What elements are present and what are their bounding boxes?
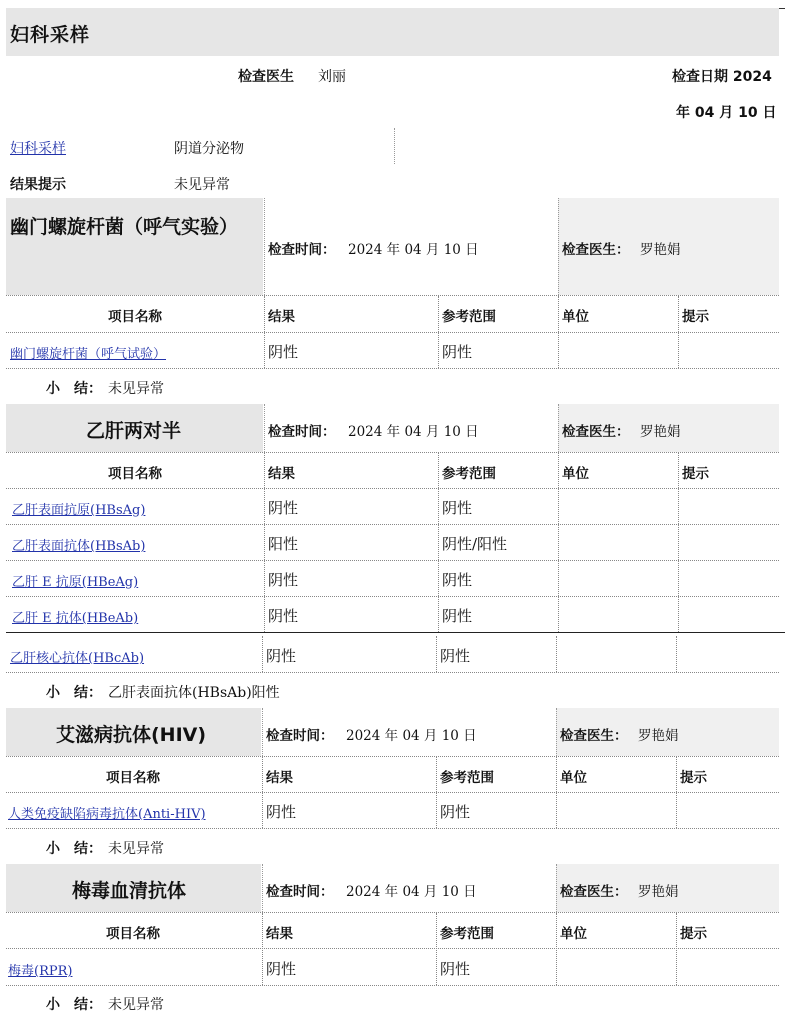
col-unit: 单位 bbox=[562, 466, 589, 482]
doctor-label: 检查医生： bbox=[560, 884, 628, 900]
doctor-label: 检查医生： bbox=[560, 728, 628, 744]
col-name: 项目名称 bbox=[108, 466, 162, 482]
doctor-value: 罗艳娟 bbox=[638, 884, 679, 900]
col-ref: 参考范围 bbox=[440, 770, 494, 786]
table-row-name[interactable]: 人类免疫缺陷病毒抗体(Anti-HIV) bbox=[8, 807, 206, 822]
doctor-value: 罗艳娟 bbox=[640, 242, 681, 258]
table-row-result: 阴性 bbox=[268, 499, 299, 517]
section-title: 幽门螺旋杆菌（呼气实验） bbox=[10, 216, 239, 238]
table-row-result: 阳性 bbox=[268, 535, 299, 553]
summary-value: 未见异常 bbox=[108, 997, 164, 1013]
time-label: 检查时间： bbox=[266, 884, 334, 900]
report-title: 妇科采样 bbox=[10, 24, 91, 46]
col-hint: 提示 bbox=[682, 466, 709, 482]
time-label: 检查时间： bbox=[268, 424, 336, 440]
divider bbox=[394, 128, 395, 164]
table-row-name[interactable]: 乙肝 E 抗体(HBeAb) bbox=[12, 611, 139, 626]
specimen-value: 阴道分泌物 bbox=[174, 141, 244, 157]
time-label: 检查时间： bbox=[268, 242, 336, 258]
table-row-result: 阴性 bbox=[268, 343, 299, 361]
summary-value: 未见异常 bbox=[108, 381, 164, 397]
col-result: 结果 bbox=[266, 926, 293, 942]
gynecology-link[interactable]: 妇科采样 bbox=[10, 141, 66, 157]
col-ref: 参考范围 bbox=[440, 926, 494, 942]
col-unit: 单位 bbox=[562, 309, 589, 325]
col-result: 结果 bbox=[268, 466, 295, 482]
result-label: 结果提示 bbox=[10, 177, 66, 193]
time-value: 2024 年 04 月 10 日 bbox=[346, 728, 477, 744]
col-name: 项目名称 bbox=[108, 309, 162, 325]
doctor-name: 刘丽 bbox=[318, 69, 346, 85]
time-label: 检查时间： bbox=[266, 728, 334, 744]
col-hint: 提示 bbox=[680, 770, 707, 786]
table-row-ref: 阴性 bbox=[440, 647, 471, 665]
corner-mark bbox=[779, 8, 785, 9]
table-row-result: 阴性 bbox=[266, 803, 297, 821]
time-value: 2024 年 04 月 10 日 bbox=[348, 242, 479, 258]
summary-label: 小 结： bbox=[46, 841, 102, 857]
summary-label: 小 结： bbox=[46, 685, 102, 701]
table-row-ref: 阴性 bbox=[440, 803, 471, 821]
table-row-ref: 阴性 bbox=[442, 499, 473, 517]
doctor-label: 检查医生： bbox=[562, 424, 630, 440]
table-row-name[interactable]: 梅毒(RPR) bbox=[8, 964, 73, 979]
table-row-name[interactable]: 乙肝表面抗原(HBsAg) bbox=[12, 503, 146, 518]
doctor-value: 罗艳娟 bbox=[640, 424, 681, 440]
time-value: 2024 年 04 月 10 日 bbox=[348, 424, 479, 440]
col-name: 项目名称 bbox=[106, 770, 160, 786]
table-row-result: 阴性 bbox=[266, 647, 297, 665]
table-row-name[interactable]: 幽门螺旋杆菌（呼气试验） bbox=[10, 347, 167, 362]
report-title-bar bbox=[6, 8, 779, 56]
table-row-name[interactable]: 乙肝表面抗体(HBsAb) bbox=[12, 539, 146, 554]
table-row-ref: 阴性 bbox=[442, 343, 473, 361]
table-row-ref: 阴性/阳性 bbox=[442, 535, 508, 553]
col-ref: 参考范围 bbox=[442, 309, 496, 325]
col-hint: 提示 bbox=[680, 926, 707, 942]
col-hint: 提示 bbox=[682, 309, 709, 325]
doctor-label: 检查医生 bbox=[238, 69, 294, 85]
table-row-ref: 阴性 bbox=[442, 607, 473, 625]
section-title: 梅毒血清抗体 bbox=[72, 880, 187, 902]
section-title: 乙肝两对半 bbox=[86, 420, 182, 442]
table-row-result: 阴性 bbox=[268, 607, 299, 625]
summary-label: 小 结： bbox=[46, 997, 102, 1013]
time-value: 2024 年 04 月 10 日 bbox=[346, 884, 477, 900]
date-label: 检查日期 2024 bbox=[672, 69, 772, 85]
section-title: 艾滋病抗体(HIV) bbox=[56, 724, 207, 746]
table-row-ref: 阴性 bbox=[440, 960, 471, 978]
table-row-result: 阴性 bbox=[268, 571, 299, 589]
col-name: 项目名称 bbox=[106, 926, 160, 942]
col-result: 结果 bbox=[266, 770, 293, 786]
col-unit: 单位 bbox=[560, 770, 587, 786]
summary-value: 乙肝表面抗体(HBsAb)阳性 bbox=[108, 685, 280, 701]
col-result: 结果 bbox=[268, 309, 295, 325]
result-value: 未见异常 bbox=[174, 177, 230, 193]
table-row-name[interactable]: 乙肝 E 抗原(HBeAg) bbox=[12, 575, 139, 590]
summary-label: 小 结： bbox=[46, 381, 102, 397]
table-row-result: 阴性 bbox=[266, 960, 297, 978]
table-row-ref: 阴性 bbox=[442, 571, 473, 589]
doctor-value: 罗艳娟 bbox=[638, 728, 679, 744]
col-ref: 参考范围 bbox=[442, 466, 496, 482]
col-unit: 单位 bbox=[560, 926, 587, 942]
summary-value: 未见异常 bbox=[108, 841, 164, 857]
table-row-name[interactable]: 乙肝核心抗体(HBcAb) bbox=[10, 651, 145, 666]
doctor-label: 检查医生： bbox=[562, 242, 630, 258]
date-continued: 年 04 月 10 日 bbox=[676, 105, 777, 121]
